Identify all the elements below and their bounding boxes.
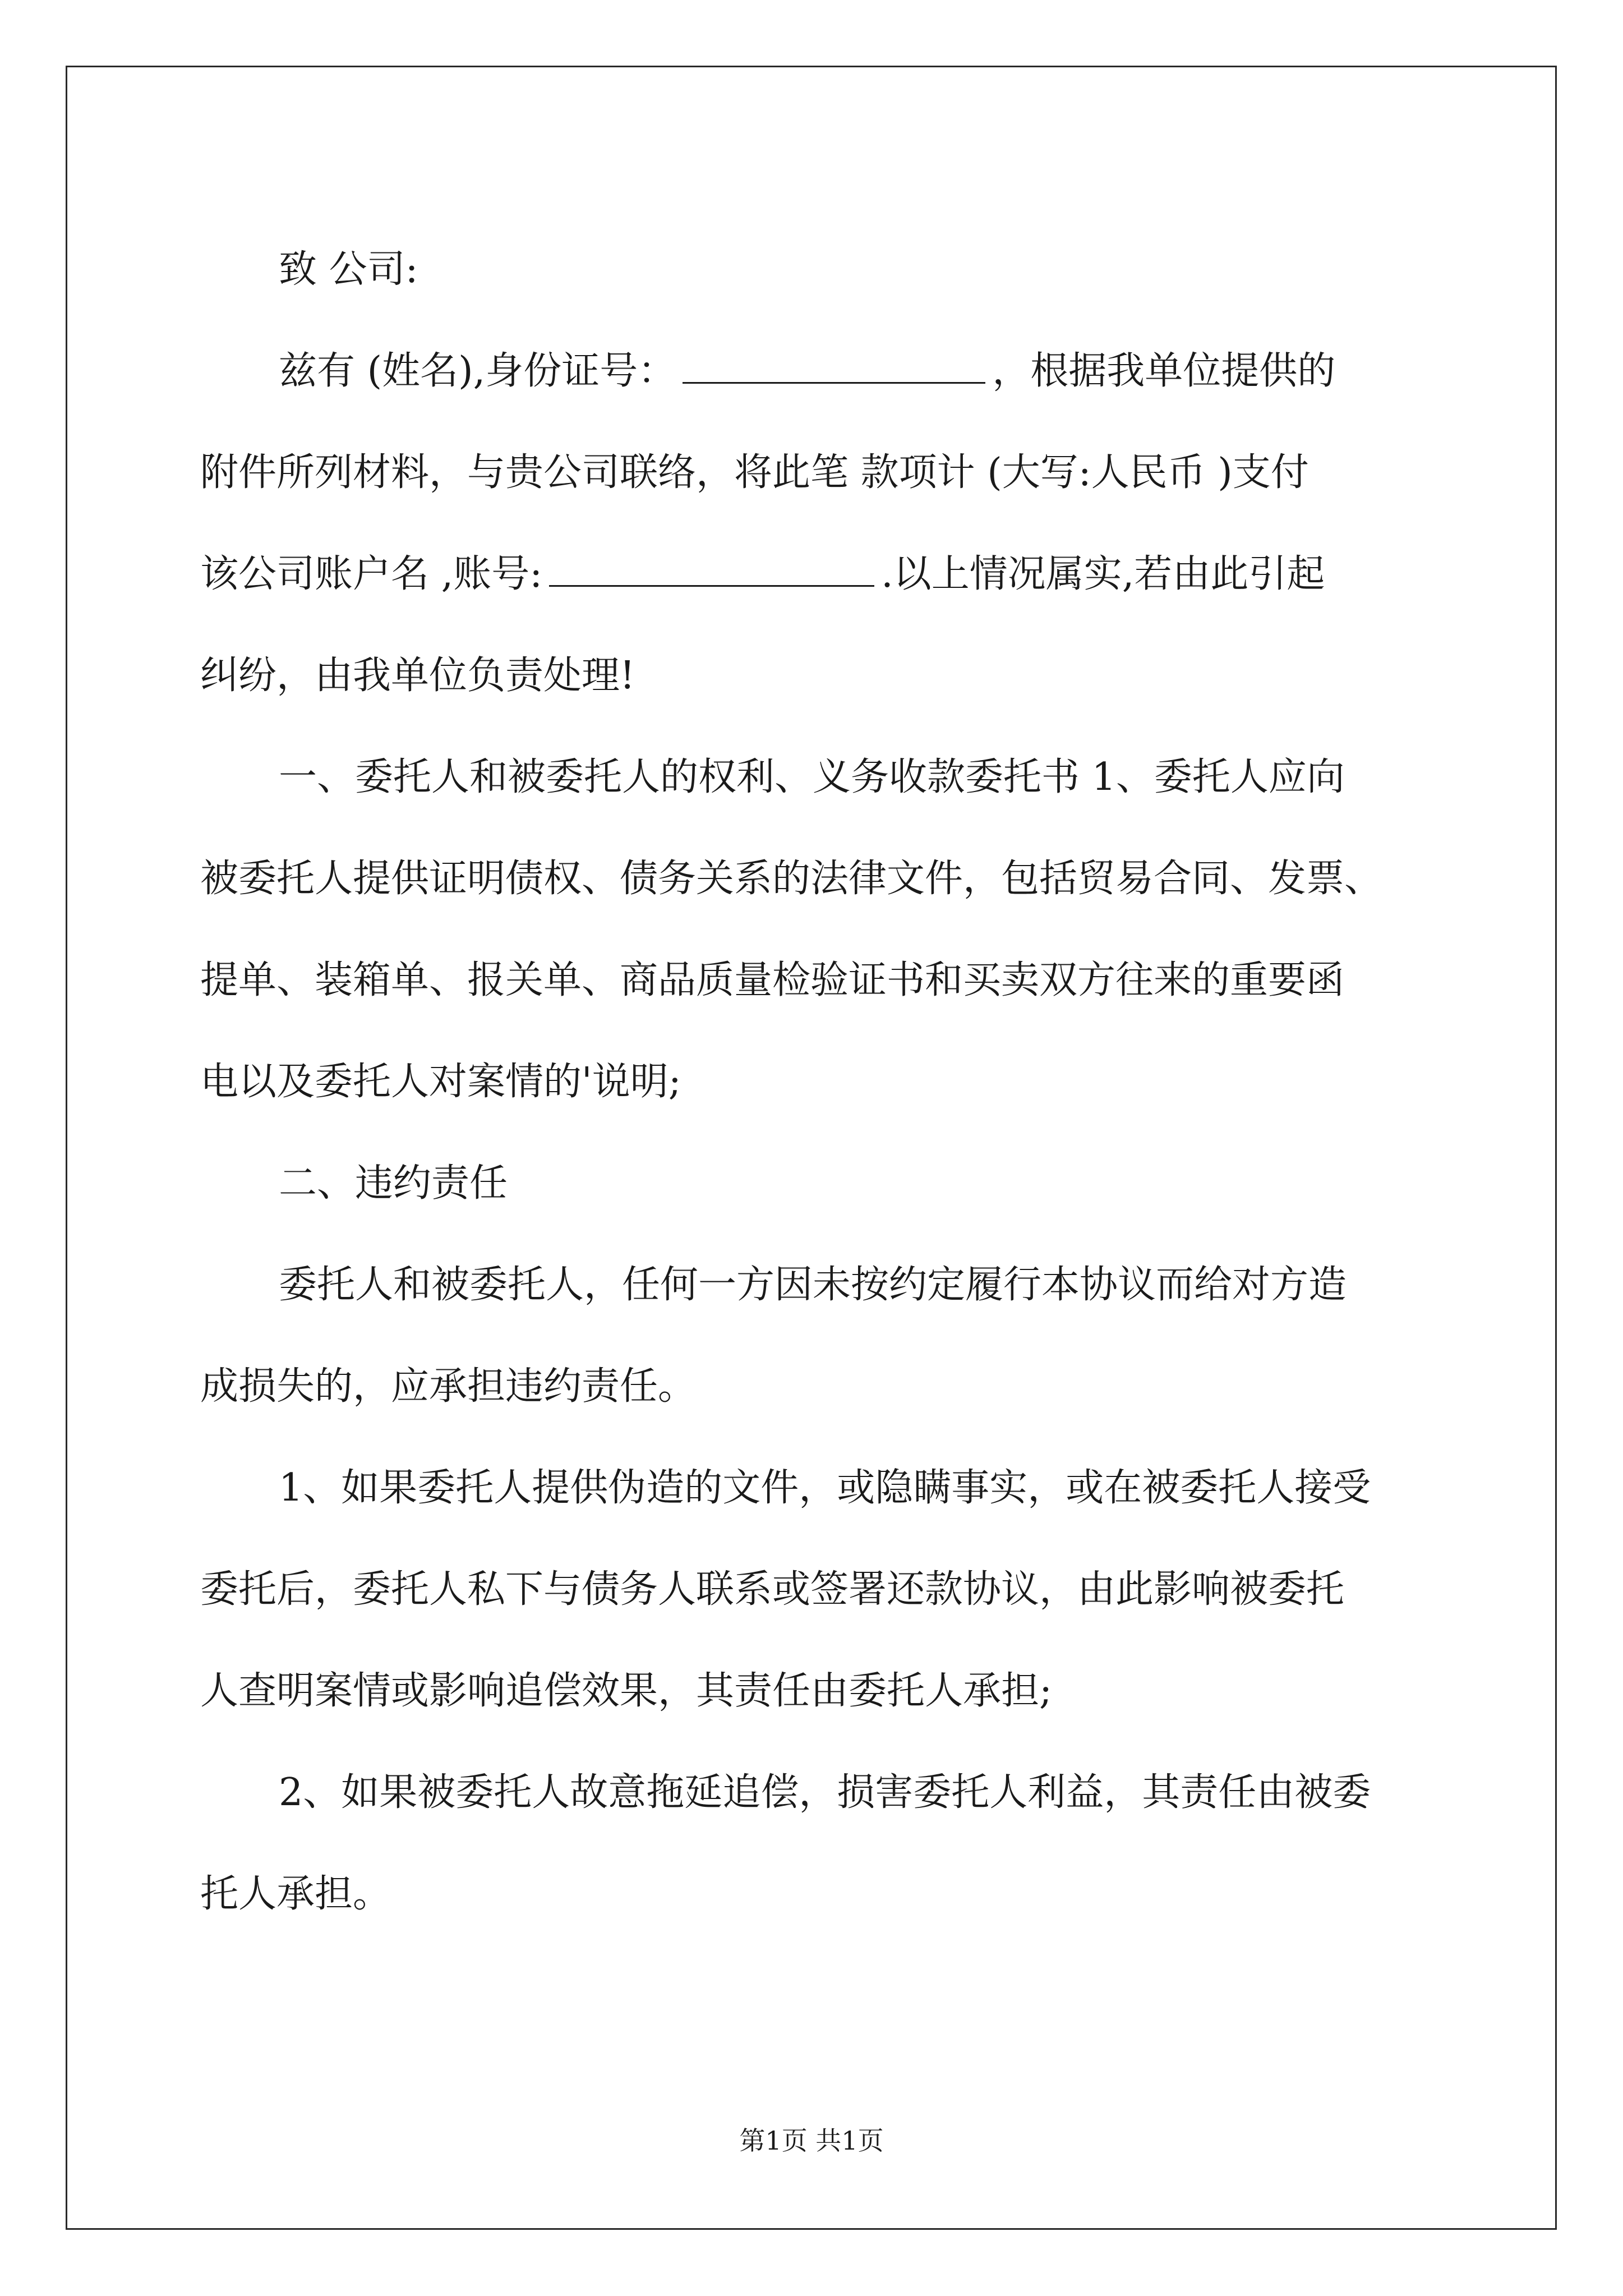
paragraph-1 bbox=[200, 320, 1423, 726]
paragraph-4 bbox=[200, 1437, 1423, 1742]
text-segment: 兹有 (姓名),身份证号： bbox=[279, 349, 676, 393]
paragraph-4-line-3: 人查明案情或影响追偿效果，其责任由委托人承担; bbox=[200, 1669, 1052, 1713]
paragraph-3 bbox=[200, 1234, 1423, 1437]
paragraph-2-line-2: 被委托人提供证明债权、债务关系的法律文件，包括贸易合同、发票、 bbox=[200, 857, 1383, 901]
paragraph-1-line-4: 纠纷，由我单位负责处理! bbox=[200, 654, 635, 698]
text-segment: .以上情况属实,若由此引起 bbox=[881, 552, 1325, 596]
document-body bbox=[200, 219, 1423, 1945]
section-heading-breach: 二、违约责任 bbox=[279, 1161, 508, 1205]
paragraph-2 bbox=[200, 726, 1423, 1133]
account-number-blank bbox=[549, 581, 874, 587]
paragraph-2-line-3: 提单、装箱单、报关单、商品质量检验证书和买卖双方往来的重要函 bbox=[200, 958, 1345, 1002]
paragraph-5-line-2: 托人承担。 bbox=[200, 1872, 391, 1916]
salutation: 致 公司: bbox=[279, 247, 418, 292]
paragraph-1-line-3 bbox=[200, 523, 1423, 625]
paragraph-4-line-1: 1、如果委托人提供伪造的文件，或隐瞒事实，或在被委托人接受 bbox=[279, 1466, 1371, 1510]
paragraph-3-line-2: 成损失的，应承担违约责任。 bbox=[200, 1364, 697, 1409]
paragraph-5-line-1: 2、如果被委托人故意拖延追偿，损害委托人利益，其责任由被委 bbox=[279, 1770, 1371, 1815]
paragraph-4-line-2: 委托后，委托人私下与债务人联系或签署还款协议，由此影响被委托 bbox=[200, 1567, 1345, 1612]
id-number-blank bbox=[683, 378, 985, 384]
text-segment: 该公司账户名 ,账号: bbox=[200, 552, 543, 596]
paragraph-1-line-2: 附件所列材料，与贵公司联络，将此笔 款项计 (大写:人民币 )支付 bbox=[200, 450, 1309, 495]
page-number-footer: 第1页 共1页 bbox=[739, 2125, 884, 2156]
text-segment: ，根据我单位提供的 bbox=[992, 349, 1336, 393]
paragraph-2-line-1: 一、委托人和被委托人的权利、义务收款委托书 1、委托人应向 bbox=[279, 755, 1345, 799]
paragraph-3-line-1: 委托人和被委托人，任何一方因未按约定履行本协议而给对方造 bbox=[279, 1263, 1347, 1307]
paragraph-5 bbox=[200, 1742, 1423, 1945]
paragraph-2-line-4: 电以及委托人对案情的'说明; bbox=[200, 1060, 681, 1104]
paragraph-1-line-1 bbox=[200, 320, 1423, 422]
